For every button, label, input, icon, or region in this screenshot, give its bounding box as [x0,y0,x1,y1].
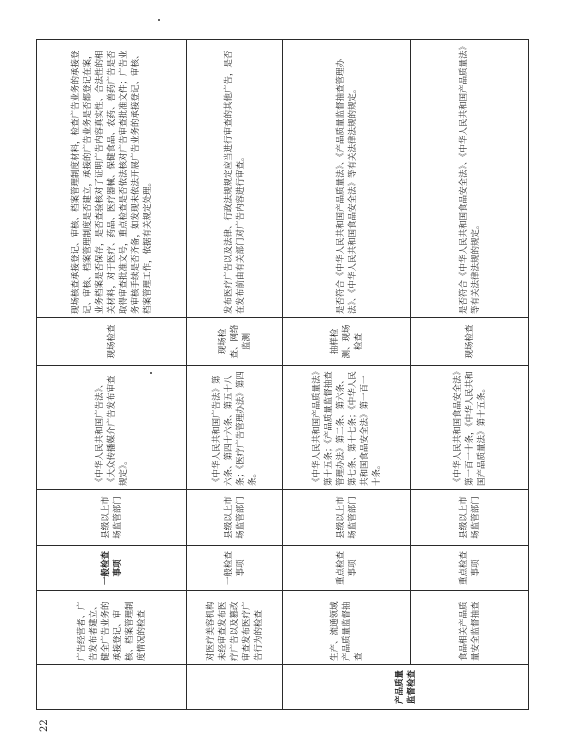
method-cell: 抽样检测、现场检查 [283,318,411,366]
nature-cell: 一般检查事项 [187,546,283,591]
inspection-item-cell: 对医疗美容机构未经审查发布医疗广告以及篡改审查发布医疗广告行为的检查 [187,591,283,665]
category-cell [37,665,187,710]
table-row [283,40,411,710]
nature-cell: 重点检查事项 [283,546,411,591]
nature-cell: 一般检查事项 [37,546,187,591]
page-number: 22 [39,719,50,732]
basis-cell: 《中华人民共和国产品质量法》第十五条；《产品质量监督抽查管理办法》第二条、第六条、第七条、第十七条；《中华人民共和国食品安全法》第一百一十条。 [283,366,411,490]
category-cell [187,665,283,710]
table-row [411,40,529,710]
subject-cell: 县级以上市场监管部门 [411,490,529,546]
inspection-item-cell: 食品相关产品质量安全监督抽查 [411,591,529,665]
inspection-table-page [36,40,528,732]
table-row [187,40,283,710]
content-cell: 发布医疗广告以及法律、行政法规规定应当进行审查的其他广告，是否在发布前由有关部门对广告内容进行审查。 [187,40,283,318]
content-cell: 是否符合《中华人民共和国食品安全法》、《中华人民共和国产品质量法》等有关法律法规的规定。 [411,40,529,318]
method-cell: 现场检查 [37,318,187,366]
content-cell: 现场核查承接登记、审核、档案管理制度材料，检查广告业务的承接登记、审核、档案管理制度是否建立，承接的广告业务是否都登记在案，业务档案是否保存，是否查验核对了证明广告内容真实性、合法性的相关材料，对于医疗、药品、医疗器械、保健食品、农药、兽药广告是否取得审查批准文号，重点检查是否依法核对广告审查批准文件；广告业务审核手续是否齐备，如发现未依法开展广告业务的承接登记、审核、档案管理工作，依据有关规定处理。 [37,40,187,318]
category-cell: 产品质量监督检查 [283,665,529,710]
subject-cell: 县级以上市场监管部门 [187,490,283,546]
subject-cell: 县级以上市场监管部门 [37,490,187,546]
scan-dot [158,19,160,21]
basis-cell: 《中华人民共和国食品安全法》第一百一十条，《中华人民共和国产品质量法》第十五条。 [411,366,529,490]
basis-cell: 《中华人民共和国广告法》、《大众传播媒介广告发布审查规定》。 [37,366,187,490]
subject-cell: 县级以上市场监管部门 [283,490,411,546]
inspection-item-cell: 生产、流通领域产品质量监督抽查 [283,591,411,665]
basis-cell: 《中华人民共和国广告法》第六条、第四十六条、第五十八条；《医疗广告管理办法》第四条。 [187,366,283,490]
nature-cell: 重点检查事项 [411,546,529,591]
method-cell: 现场检查 [411,318,529,366]
content-cell: 是否符合《中华人民共和国产品质量法》、《产品质量监督抽查管理办法》、《中华人民共和国食品安全法》等有关法律法规的规定。 [283,40,411,318]
inspection-items-table [36,39,529,710]
table-row [37,40,187,710]
method-cell: 现场检查、网络监测 [187,318,283,366]
inspection-item-cell: 广告经营者、广告发布者建立、健全广告业务的承接登记、审核、档案管理制度情况的检查 [37,591,187,665]
